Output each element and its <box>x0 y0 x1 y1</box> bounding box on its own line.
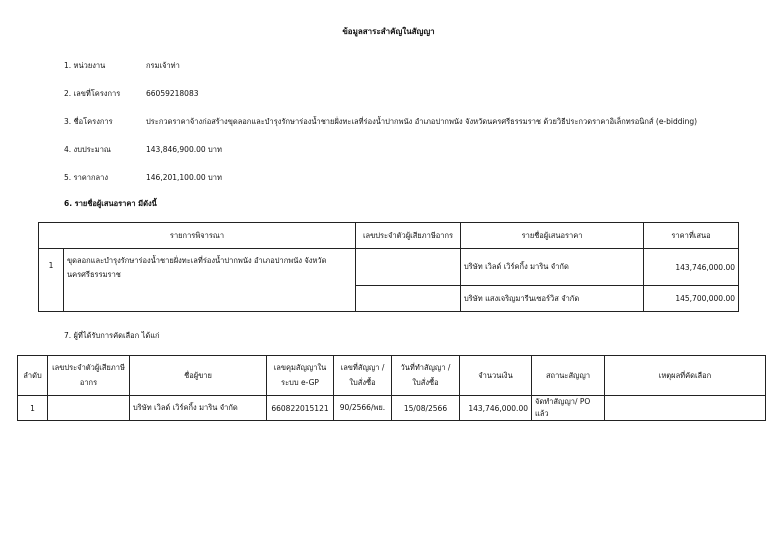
table-row <box>39 249 739 286</box>
selected-vendor-table <box>17 355 766 421</box>
column-header: เลขที่สัญญา / ใบสั่งซื้อ <box>334 356 392 396</box>
column-header: เลขประจำตัวผู้เสียภาษีอากร <box>48 356 130 396</box>
column-header: เลขประจำตัวผู้เสียภาษีอากร <box>356 223 461 249</box>
contract-date: 15/08/2566 <box>392 396 460 421</box>
bidder-name: บริษัท เวิลด์ เวิร์คกิ้ง มาริน จำกัด <box>461 249 644 286</box>
bidder-name: บริษัท แสงเจริญมารีนเซอร์วิส จำกัด <box>461 286 644 312</box>
item-description: ขุดลอกและบำรุงรักษาร่องน้ำชายฝั่งทะเลที่ร่องน้ำปากพนัง อำเภอปากพนัง จังหวัดนครศรีธรรมราช <box>64 249 356 312</box>
field-project-name <box>64 116 697 128</box>
contract-amount: 143,746,000.00 <box>460 396 532 421</box>
field-agency <box>64 60 180 72</box>
tax-id-cell <box>48 396 130 421</box>
table-header-row <box>39 223 739 249</box>
field-label: 1. หน่วยงาน <box>64 61 106 70</box>
column-header: จำนวนเงิน <box>460 356 532 396</box>
tax-id-cell <box>356 286 461 312</box>
column-header: ราคาที่เสนอ <box>644 223 739 249</box>
field-median-price <box>64 172 222 184</box>
section7-heading: 7. ผู้ที่ได้รับการคัดเลือก ได้แก่ <box>64 331 160 340</box>
section6-heading: 6. รายชื่อผู้เสนอราคา มีดังนี้ <box>64 199 157 208</box>
egp-control-number: 660822015121 <box>267 396 334 421</box>
field-value: 143,846,900.00 บาท <box>146 145 222 154</box>
tax-id-cell <box>356 249 461 286</box>
row-number: 1 <box>18 396 48 421</box>
column-header: ชื่อผู้ขาย <box>130 356 267 396</box>
field-value: กรมเจ้าท่า <box>146 61 180 70</box>
field-label: 3. ชื่อโครงการ <box>64 117 113 126</box>
field-label: 4. งบประมาณ <box>64 145 111 154</box>
column-header: ลำดับ <box>18 356 48 396</box>
table-row <box>18 396 766 421</box>
column-header: สถานะสัญญา <box>532 356 605 396</box>
bid-price: 143,746,000.00 <box>644 249 739 286</box>
field-budget <box>64 144 222 156</box>
row-number: 1 <box>39 249 64 312</box>
field-project-number <box>64 88 199 100</box>
page-title: ข้อมูลสาระสำคัญในสัญญา <box>342 27 435 36</box>
contract-status: จัดทำสัญญา/ PO แล้ว <box>532 396 605 421</box>
table-header-row <box>18 356 766 396</box>
field-value: 146,201,100.00 บาท <box>146 173 222 182</box>
column-header: เลขคุมสัญญาในระบบ e-GP <box>267 356 334 396</box>
column-header: เหตุผลที่คัดเลือก <box>605 356 766 396</box>
selection-reason <box>605 396 766 421</box>
column-header: วันที่ทำสัญญา / ใบสั่งซื้อ <box>392 356 460 396</box>
field-value: 66059218083 <box>146 89 199 98</box>
column-header: รายการพิจารณา <box>39 223 356 249</box>
bid-price: 145,700,000.00 <box>644 286 739 312</box>
field-label: 2. เลขที่โครงการ <box>64 89 121 98</box>
contract-number: 90/2566/พย. <box>334 396 392 421</box>
column-header: รายชื่อผู้เสนอราคา <box>461 223 644 249</box>
bidders-table <box>38 222 739 312</box>
field-value: ประกวดราคาจ้างก่อสร้างขุดลอกและบำรุงรักษาร่องน้ำชายฝั่งทะเลที่ร่องน้ำปากพนัง อำเภอปากพนัง จังหวัดนครศรีธรรมราช ด้วยวิธีประกวดราคาอิเล็กทรอนิกส์ (e-bidding) <box>146 117 698 126</box>
field-label: 5. ราคากลาง <box>64 173 109 182</box>
vendor-name: บริษัท เวิลด์ เวิร์คกิ้ง มาริน จำกัด <box>130 396 267 421</box>
